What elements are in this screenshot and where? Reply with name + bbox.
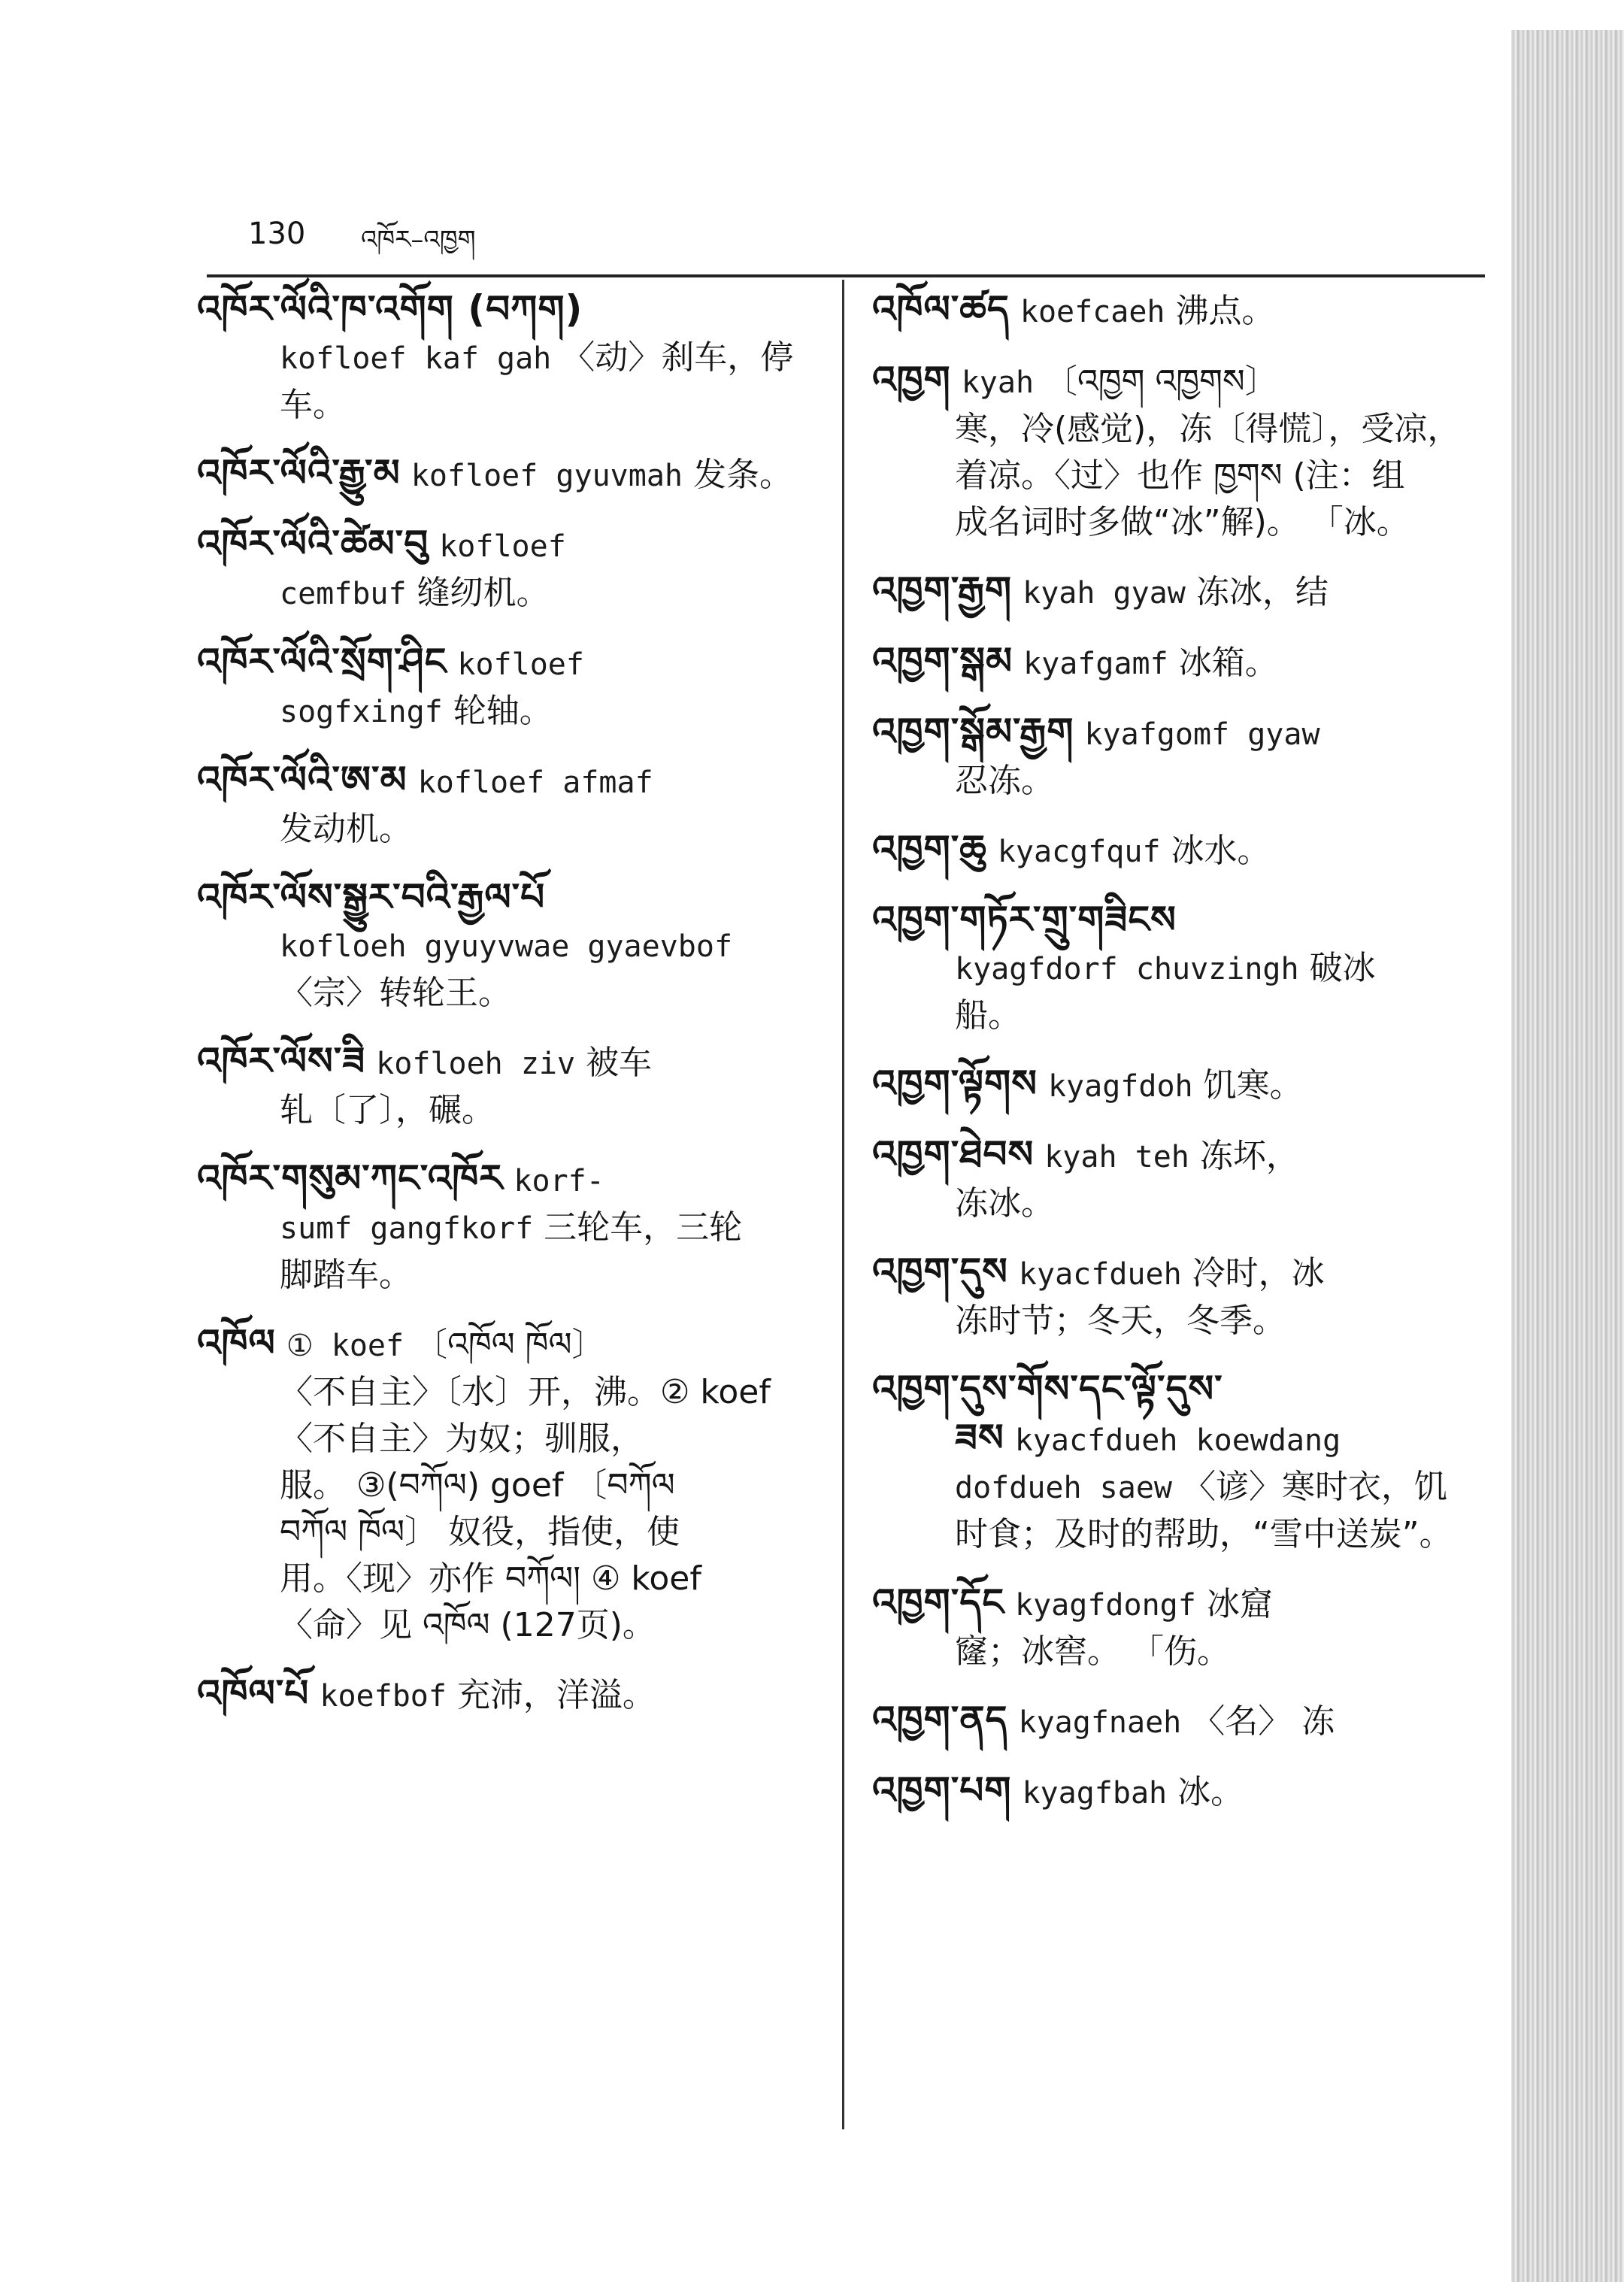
entry-line <box>872 1365 1489 1414</box>
entry-line <box>197 688 820 735</box>
chinese-gloss: 发动机。 <box>280 810 412 848</box>
chinese-gloss: 发条。 <box>692 456 792 494</box>
entry-line <box>872 708 1489 758</box>
entry-line <box>872 896 1489 945</box>
tibetan-headword: འཁོར་ལོའི་རྒྱུ་མ <box>197 451 401 495</box>
chinese-gloss: 〈不自主〉〔水〕开，沸。② koef <box>280 1373 771 1411</box>
tibetan-headword: འཁོར་ལོའི་ཨ་མ <box>197 758 408 802</box>
dictionary-entry <box>872 1767 1489 1817</box>
chinese-gloss: 轮轴。 <box>453 692 553 730</box>
header-rule <box>207 274 1485 277</box>
chinese-gloss: 破冰 <box>1309 949 1376 987</box>
romanization: kyagfbah <box>1022 1776 1168 1811</box>
tibetan-headword: འཁྱག་རྒྱག <box>872 568 1013 612</box>
chinese-gloss: 〈命〉见 འཁོལ (127页)。 <box>280 1606 656 1644</box>
dictionary-entry <box>872 708 1489 805</box>
romanization: kyagfdongf <box>1015 1588 1196 1623</box>
romanization: kyafgomf gyaw <box>1084 717 1320 752</box>
column-divider <box>842 280 844 2129</box>
chinese-gloss: 冰水。 <box>1171 832 1271 870</box>
dictionary-entry <box>197 1155 820 1299</box>
romanization: kofloef gyuvmah <box>411 459 683 493</box>
entry-line <box>197 1320 820 1369</box>
romanization: kyagfdorf chuvzingh <box>955 952 1299 986</box>
entry-line <box>197 1602 820 1649</box>
dictionary-entry <box>872 826 1489 875</box>
entry-line <box>872 1629 1489 1675</box>
tibetan-headword: འཁོར་གསུམ་ཀང་འཁོར <box>197 1156 504 1200</box>
entry-line <box>872 993 1489 1039</box>
tibetan-headword: འཁོལ་པོ <box>197 1671 310 1715</box>
romanization: kofloef <box>439 529 566 564</box>
chinese-gloss: 三轮车，三轮 <box>544 1208 743 1247</box>
dictionary-entry <box>197 756 820 853</box>
entry-line <box>872 499 1489 546</box>
romanization: kyah <box>961 365 1035 400</box>
romanization: kyacfdueh <box>1018 1257 1182 1292</box>
tibetan-headword: འཁྱག་ཐེབས <box>872 1132 1035 1176</box>
tibetan-headword: འཁྱག་དོང <box>872 1580 1004 1624</box>
entry-line <box>197 1416 820 1462</box>
entry-line <box>197 638 820 688</box>
entry-line <box>872 945 1489 993</box>
dictionary-entry <box>872 1060 1489 1110</box>
running-head: འཁོར–འཁྱག <box>361 225 476 255</box>
dictionary-entry <box>197 1670 820 1720</box>
dictionary-entry <box>872 638 1489 687</box>
entry-line <box>872 1180 1489 1227</box>
dictionary-entry <box>872 567 1489 617</box>
tibetan-headword: འཁྱག་སྒམ <box>872 639 1013 683</box>
dictionary-entry <box>197 1038 820 1134</box>
chinese-gloss: 〈谚〉寒时衣，饥 <box>1182 1468 1447 1506</box>
chinese-gloss: 充沛，洋溢。 <box>456 1676 656 1714</box>
dictionary-entry <box>197 1320 820 1649</box>
entry-line <box>872 567 1489 617</box>
romanization: kofloeh gyuyvwae gyaevbof <box>280 929 733 964</box>
left-column <box>197 286 820 1741</box>
tibetan-headword: འཁོར་ལོའི་ཚེམ་བུ <box>197 522 429 565</box>
tibetan-headword: འཁྱག་སྒོམ་རྒྱག <box>872 710 1074 753</box>
chinese-gloss: 〔འཁོལ ཁོལ〕 <box>414 1326 605 1364</box>
romanization: kyah teh <box>1044 1140 1189 1174</box>
entry-line <box>872 1248 1489 1298</box>
entry-line <box>197 1155 820 1205</box>
entry-line <box>197 923 820 970</box>
dictionary-entry <box>872 1365 1489 1558</box>
chinese-gloss: 饥寒。 <box>1203 1066 1303 1105</box>
entry-line <box>872 286 1489 335</box>
entry-line <box>872 356 1489 406</box>
tibetan-headword: འཁྱག་ཆུ <box>872 827 987 871</box>
dictionary-entry <box>872 1579 1489 1675</box>
entry-line <box>197 1556 820 1602</box>
chinese-gloss: 〈不自主〉为奴；驯服， <box>280 1420 644 1458</box>
romanization: koefbof <box>320 1679 447 1714</box>
romanization: kyacfdueh koewdang <box>1014 1423 1341 1458</box>
chinese-gloss: 冻冰，结 <box>1195 573 1329 611</box>
entry-line <box>872 758 1489 805</box>
chinese-gloss: 服。 ③(བཀོལ) goef 〔བཀོལ <box>280 1466 675 1505</box>
chinese-gloss: 〈名〉 冻 <box>1192 1702 1335 1741</box>
romanization: kofloef <box>457 647 584 682</box>
romanization: kyafgamf <box>1023 647 1168 681</box>
chinese-gloss: 缝纫机。 <box>417 574 550 612</box>
entry-line <box>197 1038 820 1087</box>
romanization: kyacgfquf <box>997 835 1161 869</box>
dictionary-entry <box>872 286 1489 335</box>
chinese-gloss: 忍冻。 <box>955 762 1054 800</box>
entry-line <box>197 1509 820 1556</box>
entry-line <box>197 970 820 1017</box>
entry-line <box>197 286 820 335</box>
entry-line <box>872 1696 1489 1746</box>
dictionary-entry <box>872 1248 1489 1344</box>
tibetan-headword: འཁོར་ལོས་ཟི <box>197 1039 366 1083</box>
entry-line <box>197 806 820 853</box>
romanization: kyagfnaeh <box>1018 1705 1182 1740</box>
tibetan-headword: འཁོར་ལོའི་ཁ་འགོག (བཀག) <box>197 287 583 331</box>
entry-line <box>197 1462 820 1509</box>
chinese-gloss: 轧〔了〕，碾。 <box>280 1091 495 1129</box>
chinese-gloss: 船。 <box>955 996 1021 1035</box>
entry-line <box>197 570 820 617</box>
tibetan-headword: འཁྱག་ནད <box>872 1698 1008 1741</box>
tibetan-headword: འཁོར་ལོའི་སྲོག་ཤིང <box>197 640 447 683</box>
tibetan-headword: འཁྱག་པག <box>872 1768 1012 1812</box>
romanization: kofloef kaf gah <box>280 341 552 376</box>
entry-line <box>872 826 1489 875</box>
dictionary-entry <box>197 520 820 617</box>
chinese-gloss: 成名词时多做“冰”解)。 「冰。 <box>955 503 1410 541</box>
entry-line <box>872 1511 1489 1558</box>
page-edge-shadow <box>1511 30 1624 2282</box>
entry-line <box>197 756 820 806</box>
chinese-gloss: 着凉。〈过〉也作 ཁྱགས (注：组 <box>955 456 1405 495</box>
romanization: kofloeh ziv <box>376 1047 576 1081</box>
dictionary-entry <box>872 896 1489 1039</box>
entry-line <box>197 1369 820 1416</box>
tibetan-headword: འཁྱག་དུས་གོས་དང་ལྟོ་དུས་ <box>872 1367 1223 1411</box>
entry-line <box>197 450 820 499</box>
romanization: dofdueh saew <box>955 1471 1172 1505</box>
dictionary-entry <box>197 450 820 499</box>
chinese-gloss: 冰箱。 <box>1178 644 1278 682</box>
page-number: 130 <box>248 217 306 251</box>
chinese-gloss: 脚踏车。 <box>280 1256 412 1294</box>
entry-line <box>872 1464 1489 1511</box>
tibetan-headword: འཁོལ <box>197 1321 276 1365</box>
chinese-gloss: 〔འཁྱག འཁྱགས〕 <box>1044 362 1278 401</box>
romanization: korf- <box>514 1164 604 1199</box>
entry-line <box>872 1579 1489 1629</box>
chinese-gloss: 被车 <box>586 1044 653 1082</box>
entry-line <box>197 874 820 923</box>
entry-line <box>872 1298 1489 1344</box>
dictionary-entry <box>872 356 1489 546</box>
tibetan-headword: འཁྱག <box>872 358 951 402</box>
chinese-gloss: 冻坏， <box>1199 1137 1299 1175</box>
chinese-gloss: 〈宗〉转轮王。 <box>280 974 511 1012</box>
tibetan-headword: འཁོར་ལོས་སྒྱུར་བའི་རྒྱལ་པོ <box>197 875 546 919</box>
chinese-gloss: 冰。 <box>1177 1773 1244 1811</box>
romanization: kofloef afmaf <box>417 765 653 800</box>
chinese-gloss: 时食；及时的帮助，“雪中送炭”。 <box>955 1515 1453 1553</box>
dictionary-entry <box>872 1131 1489 1227</box>
tibetan-headword: འཁྱག་གཏོར་གྲུ་གཟིངས <box>872 898 1177 941</box>
chinese-gloss: 用。〈现〉亦作 བཀོལ། ④ koef <box>280 1559 701 1598</box>
romanization: kyagfdoh <box>1047 1069 1193 1104</box>
chinese-gloss: 冻冰。 <box>955 1184 1054 1223</box>
entry-line <box>872 1414 1489 1464</box>
entry-line <box>872 1131 1489 1180</box>
chinese-gloss: 沸点。 <box>1175 292 1275 330</box>
romanization: kyah gyaw <box>1023 576 1186 611</box>
chinese-gloss: 冻时节；冬天，冬季。 <box>955 1302 1286 1340</box>
entry-line <box>872 406 1489 453</box>
entry-line <box>197 1087 820 1134</box>
entry-line <box>197 1252 820 1299</box>
right-column <box>872 286 1489 1838</box>
entry-line <box>197 1205 820 1252</box>
entry-line <box>872 1060 1489 1110</box>
entry-line <box>197 1670 820 1720</box>
tibetan-headword: འཁོལ་ཚད <box>872 287 1010 331</box>
dictionary-entry <box>197 638 820 735</box>
romanization: cemfbuf <box>280 577 407 611</box>
entry-line <box>872 453 1489 499</box>
entry-line <box>872 638 1489 687</box>
tibetan-headword: ཟས <box>955 1416 1004 1459</box>
chinese-gloss: བཀོལ ཁོལ〕 奴役，指使，使 <box>280 1513 680 1551</box>
entry-line <box>197 335 820 429</box>
romanization: ① koef <box>286 1329 404 1363</box>
chinese-gloss: 冰窟 <box>1206 1585 1273 1623</box>
romanization: sogfxingf <box>280 695 443 729</box>
chinese-gloss: 〈动〉刹车，停车。 <box>280 338 794 424</box>
romanization: koefcaeh <box>1020 295 1165 329</box>
dictionary-entry <box>197 874 820 1017</box>
chinese-gloss: 窿；冰窖。 「伤。 <box>955 1632 1230 1671</box>
tibetan-headword: འཁྱག་དུས <box>872 1250 1008 1293</box>
entry-line <box>197 520 820 570</box>
dictionary-entry <box>197 286 820 429</box>
tibetan-headword: འཁྱག་ལྟོགས <box>872 1062 1038 1105</box>
romanization: sumf gangfkorf <box>280 1211 534 1246</box>
dictionary-entry <box>872 1696 1489 1746</box>
chinese-gloss: 寒，冷(感觉)，冻〔得慌〕，受凉， <box>955 410 1461 448</box>
entry-line <box>872 1767 1489 1817</box>
chinese-gloss: 冷时，冰 <box>1192 1254 1325 1293</box>
